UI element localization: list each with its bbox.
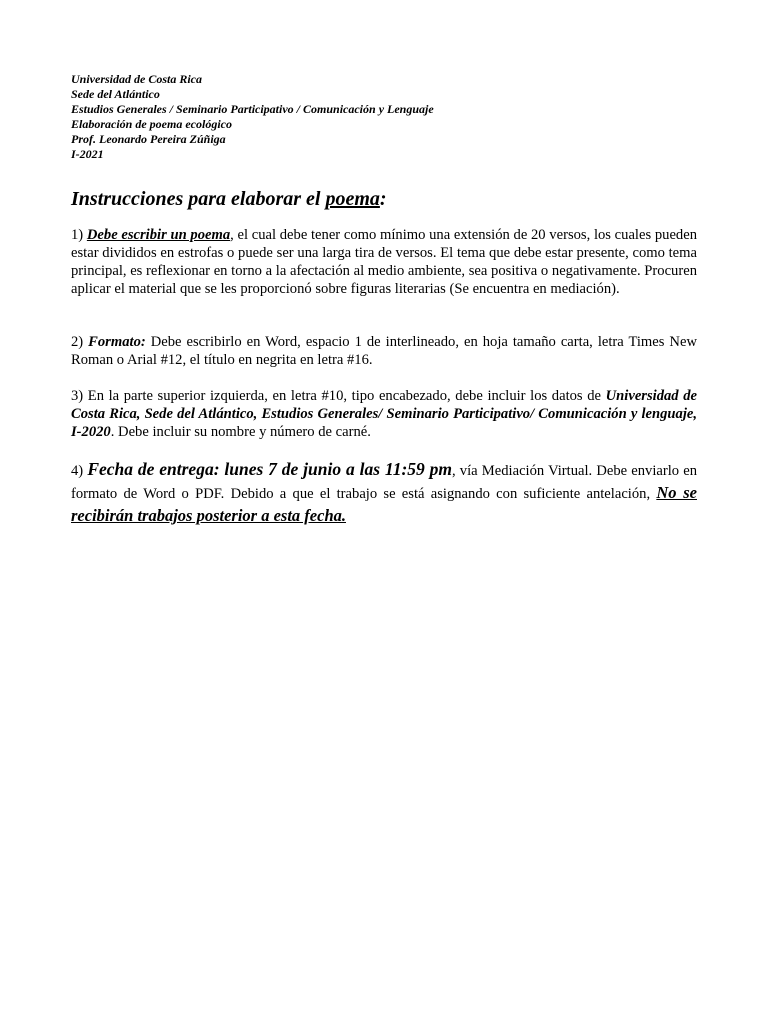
header-campus: Sede del Atlántico [71, 87, 160, 101]
document-header [71, 72, 434, 162]
item-3-number: 3) [71, 388, 88, 404]
item-2-text: Debe escribirlo en Word, espacio 1 de interlineado, en hoja tamaño carta, letra Times New Roman o Arial #12, el título en negrita en letra #16. [71, 334, 697, 368]
item-1-text: , el cual debe tener como mínimo una extensión de 20 versos, los cuales pueden estar divididos en estrofas o puede ser una larga tira de versos. El tema que debe estar presente, como tema principal, es reflexionar en torno a la afectación al medio ambiente, sea positiva o negativamente. Procuren aplicar el material que se les proporcionó sobre figuras literarias (Se encuentra en mediación). [71, 227, 697, 297]
instruction-item-2 [71, 333, 697, 369]
header-course: Estudios Generales / Seminario Participativo / Comunicación y Lenguaje [71, 102, 434, 116]
item-1-number: 1) [71, 227, 87, 243]
item-4-number: 4) [71, 463, 88, 479]
instruction-item-4 [71, 459, 697, 528]
instruction-item-1 [71, 226, 697, 298]
title-prefix: Instrucciones para elaborar el [71, 188, 326, 210]
item-3-emphasis: Universidad de Costa Rica, Sede del Atlántico, Estudios Generales/ Seminario Participativo/ Comunicación y lenguaje, I-2020 [71, 388, 697, 440]
title-underlined: poema [325, 188, 380, 210]
item-4-warning: No se recibirán trabajos posterior a esta fecha. [71, 483, 697, 525]
item-2-number: 2) [71, 334, 89, 350]
item-1-emphasis: Debe escribir un poema [86, 227, 231, 243]
instructions-title [71, 186, 387, 212]
item-3-text-end: . Debe incluir su nombre y número de carné. [110, 424, 371, 440]
item-4-text: , vía Mediación Virtual. Debe enviarlo en formato de Word o PDF. Debido a que el trabajo se está asignando con suficiente antelación, [71, 463, 697, 502]
header-university: Universidad de Costa Rica [71, 72, 202, 86]
instruction-item-3 [71, 387, 697, 441]
header-term: I-2021 [71, 147, 104, 161]
item-4-deadline: Fecha de entrega: lunes 7 de junio a las 11:59 pm [87, 459, 453, 479]
header-professor: Prof. Leonardo Pereira Zúñiga [71, 132, 226, 146]
item-2-emphasis: Formato: [88, 334, 146, 350]
title-suffix: : [379, 188, 387, 210]
item-3-text: En la parte superior izquierda, en letra #10, tipo encabezado, debe incluir los datos de [87, 388, 606, 404]
header-assignment: Elaboración de poema ecológico [71, 117, 232, 131]
